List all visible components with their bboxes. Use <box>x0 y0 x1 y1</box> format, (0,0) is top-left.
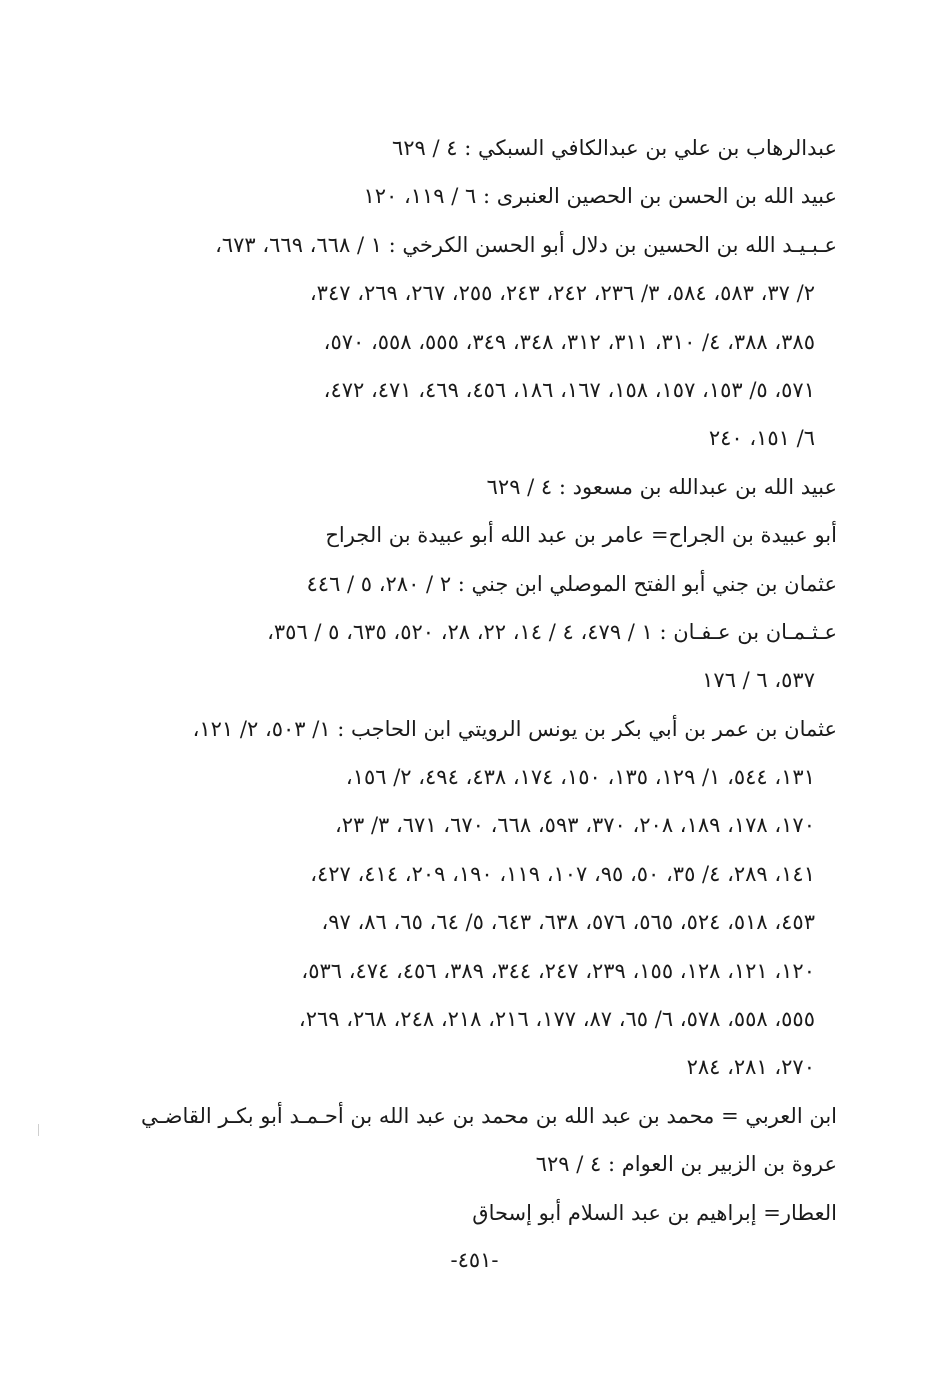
index-entries-list <box>137 124 837 1237</box>
index-entry-continuation: ١٤١، ٢٨٩، ٤/ ٣٥، ٥٠، ٩٥، ١٠٧، ١١٩، ١٩٠، ٢٠٩، ٤١٤، ٤٢٧، <box>310 861 815 886</box>
index-entry-continuation: ٢/ ٣٧، ٥٨٣، ٥٨٤، ٣/ ٢٣٦، ٢٤٢، ٢٤٣، ٢٥٥، ٢٦٧، ٢٦٩، ٣٤٧، <box>309 281 815 306</box>
index-entry: عروة بن الزبير بن العوام : ٤ / ٦٢٩ <box>535 1152 837 1177</box>
index-entry-continuation: ٥٥٥، ٥٥٨، ٥٧٨، ٦/ ٦٥، ٨٧، ١٧٧، ٢١٦، ٢١٨، ٢٤٨، ٢٦٨، ٢٦٩، <box>298 1007 815 1032</box>
index-entry-continuation: ١٧٠، ١٧٨، ١٨٩، ٢٠٨، ٣٧٠، ٥٩٣، ٦٦٨، ٦٧٠، ٦٧١، ٣/ ٢٣، <box>334 813 815 838</box>
index-entry: ابن العربي = محمد بن عبد الله بن محمد بن عبد الله بن أحـمـد أبو بكـر القاضـي <box>140 1103 837 1128</box>
margin-mark <box>38 1124 39 1136</box>
index-entry-continuation: ١٢٠، ١٢١، ١٢٨، ١٥٥، ٢٣٩، ٢٤٧، ٣٤٤، ٣٨٩، ٤٥٦، ٤٧٤، ٥٣٦، <box>301 958 815 983</box>
page-number: -٤٥١- <box>450 1248 499 1272</box>
index-entry-continuation: ٢٧٠، ٢٨١، ٢٨٤ <box>686 1055 815 1080</box>
index-entry-continuation: ٥٧١، ٥/ ١٥٣، ١٥٧، ١٥٨، ١٦٧، ١٨٦، ٤٥٦، ٤٦٩، ٤٧١، ٤٧٢، <box>323 377 815 402</box>
index-entry: العطار= إبراهيم بن عبد السلام أبو إسحاق <box>472 1200 837 1225</box>
index-entry-continuation: ١٣١، ٥٤٤، ١/ ١٢٩، ١٣٥، ١٥٠، ١٧٤، ٤٣٨، ٤٩٤، ٢/ ١٥٦، <box>345 765 815 790</box>
index-entry: عثمان بن جني أبو الفتح الموصلي ابن جني : ٢ / ٢٨٠، ٥ / ٤٤٦ <box>306 571 837 596</box>
index-entry: عبدالرهاب بن علي بن عبدالكافي السبكي : ٤ / ٦٢٩ <box>391 136 837 160</box>
index-entry: أبو عبيدة بن الجراح= عامر بن عبد الله أبو عبيدة بن الجراح <box>325 523 837 548</box>
index-entry: عبيد الله بن عبدالله بن مسعود : ٤ / ٦٢٩ <box>486 474 837 499</box>
index-entry: عـبـيـد الله بن الحسين بن دلال أبو الحسن الكرخي : ١ / ٦٦٨، ٦٦٩، ٦٧٣، <box>215 232 837 257</box>
index-entry-continuation: ٥٣٧، ٦ / ١٧٦ <box>702 668 815 693</box>
index-entry: عثمان بن عمر بن أبي بكر بن يونس الرويتي ابن الحاجب : ١/ ٥٠٣، ٢/ ١٢١، <box>192 716 837 741</box>
index-entry-continuation: ٣٨٥، ٣٨٨، ٤/ ٣١٠، ٣١١، ٣١٢، ٣٤٨، ٣٤٩، ٥٥٥، ٥٥٨، ٥٧٠، <box>323 329 815 354</box>
index-entry-continuation: ٤٥٣، ٥١٨، ٥٢٤، ٥٦٥، ٥٧٦، ٦٣٨، ٦٤٣، ٥/ ٦٤، ٦٥، ٨٦، ٩٧، <box>321 910 815 935</box>
index-entry-continuation: ٦/ ١٥١، ٢٤٠ <box>708 426 815 451</box>
index-entry: عبيد الله بن الحسن بن الحصين العنبرى : ٦ / ١١٩، ١٢٠ <box>363 184 837 209</box>
index-entry: عـثـمـان بن عـفـان : ١ / ٤٧٩، ٤ / ١٤، ٢٢، ٢٨، ٥٢٠، ٦٣٥، ٥ / ٣٥٦، <box>267 619 837 644</box>
